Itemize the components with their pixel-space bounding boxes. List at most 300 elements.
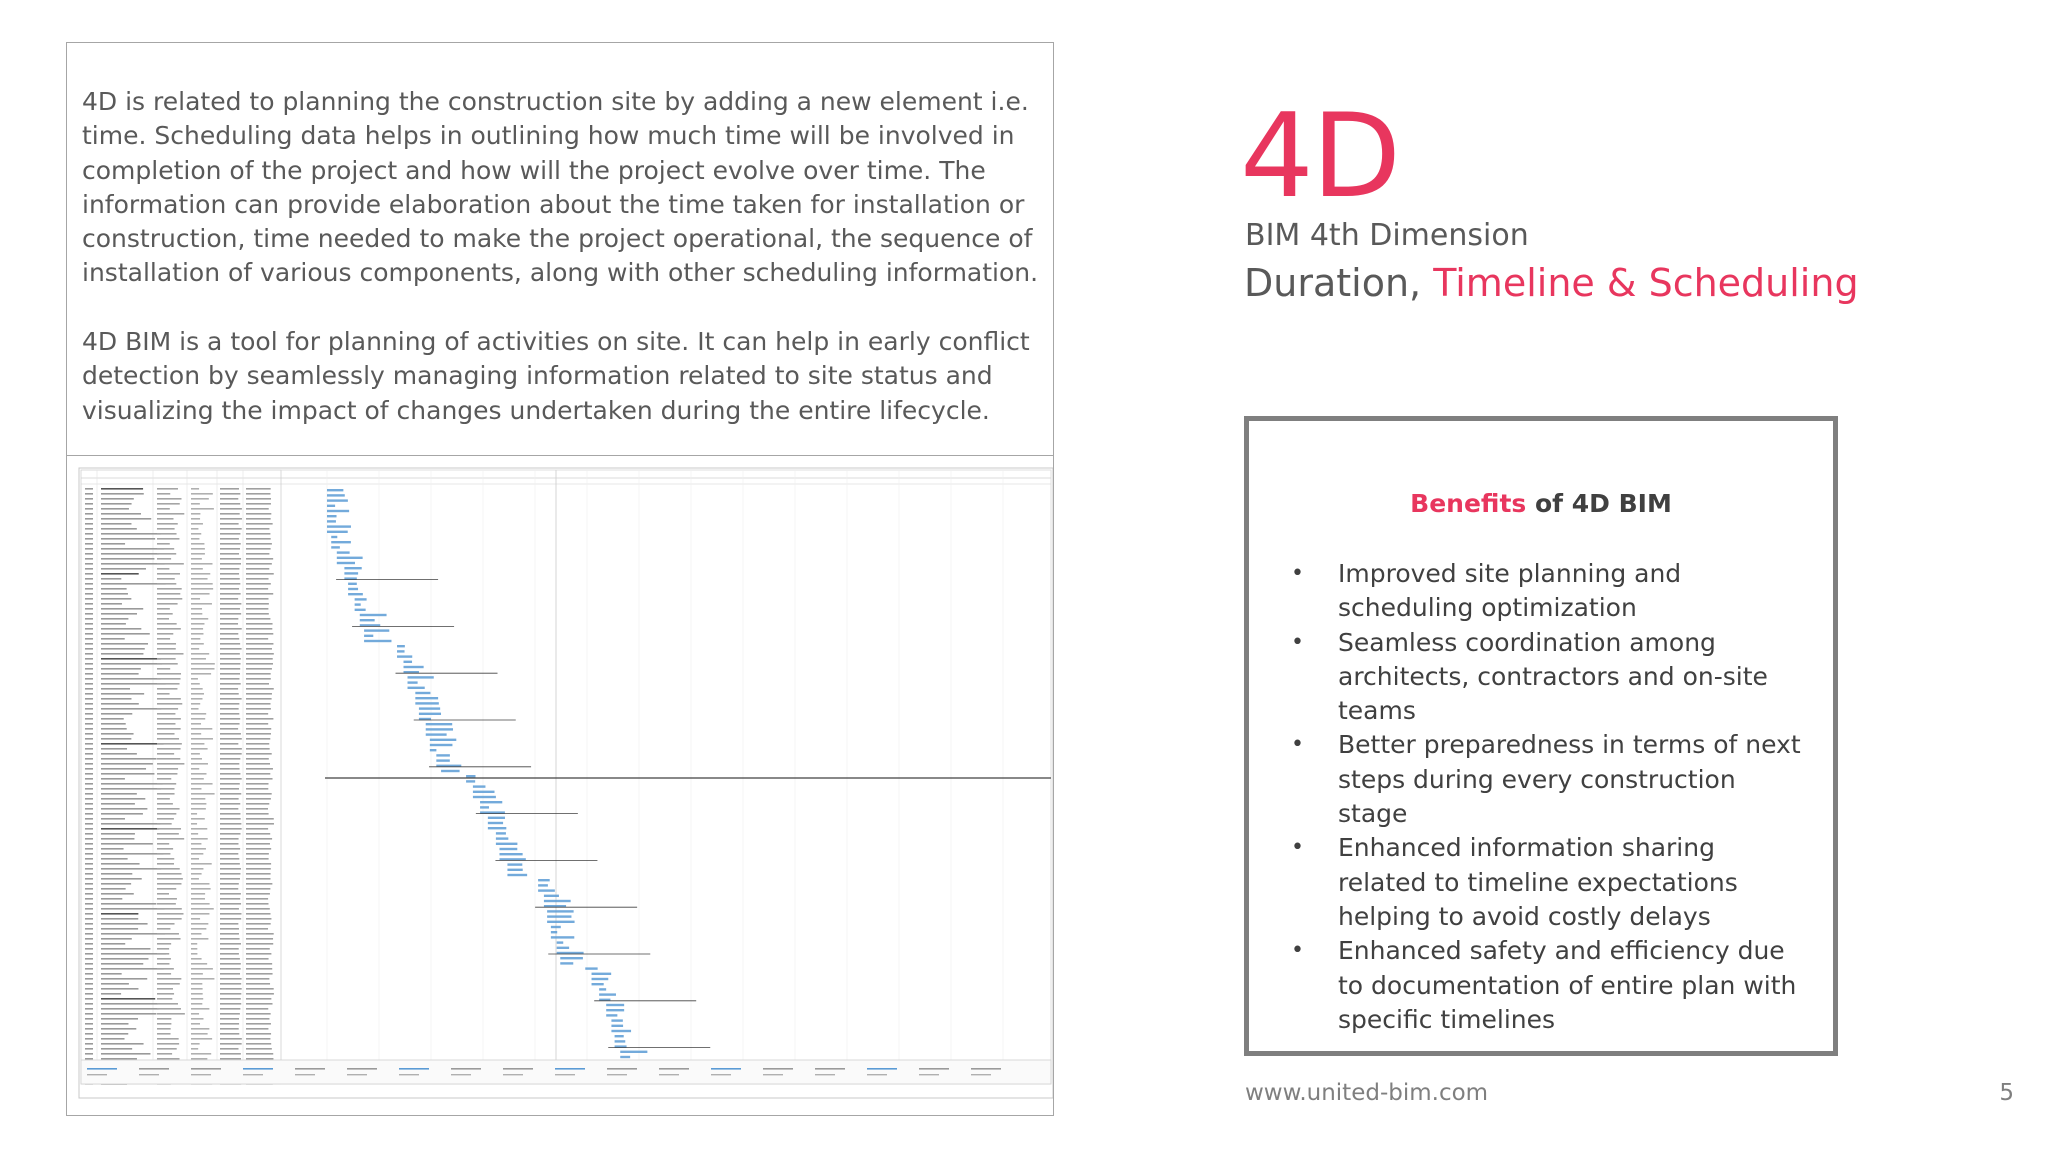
gantt-row-text <box>101 488 143 490</box>
gantt-row-text <box>101 508 129 510</box>
gantt-row-text <box>157 853 170 855</box>
gantt-row-text <box>220 553 239 555</box>
gantt-row-text <box>157 1058 180 1060</box>
gantt-task-bar <box>560 962 573 964</box>
gantt-row-text <box>191 728 212 730</box>
gantt-row-text <box>101 588 127 590</box>
gantt-task-bar <box>348 593 363 595</box>
gantt-task-bar <box>337 562 355 564</box>
gantt-row-text <box>220 783 240 785</box>
gantt-row-text <box>220 638 239 640</box>
gantt-row-text <box>157 738 179 740</box>
gantt-legend-item <box>243 1068 273 1070</box>
gantt-row-text <box>157 948 169 950</box>
gantt-row-text <box>85 578 93 580</box>
gantt-legend-item <box>867 1074 887 1075</box>
gantt-task-bar <box>404 661 413 663</box>
gantt-row-text <box>101 538 155 540</box>
gantt-row-text <box>191 738 213 740</box>
gantt-row-text <box>101 878 142 880</box>
gantt-row-text <box>85 798 93 800</box>
gantt-legend <box>81 1060 1051 1084</box>
gantt-row-text <box>191 503 200 505</box>
gantt-row-text <box>101 958 148 960</box>
gantt-row-text <box>220 558 241 560</box>
gantt-row-text <box>101 643 148 645</box>
gantt-row-text <box>191 898 205 900</box>
gantt-row-text <box>246 658 273 660</box>
gantt-row-text <box>157 508 170 510</box>
gantt-row-text <box>101 913 138 915</box>
gantt-row-text <box>85 888 93 890</box>
gantt-row-text <box>101 823 160 825</box>
gantt-row-text <box>157 613 173 615</box>
gantt-row-text <box>246 733 271 735</box>
gantt-row-text <box>191 598 200 600</box>
gantt-row-text <box>220 858 239 860</box>
gantt-row-text <box>85 693 93 695</box>
gantt-task-bar <box>496 837 508 839</box>
gantt-row-text <box>101 938 132 940</box>
gantt-row-text <box>85 973 93 975</box>
gantt-row-text <box>246 688 274 690</box>
gantt-row-text <box>101 908 164 910</box>
gantt-task-table <box>81 470 281 1084</box>
gantt-row-text <box>85 903 93 905</box>
gantt-row-text <box>220 1028 239 1030</box>
gantt-row-text <box>101 983 129 985</box>
gantt-task-bar <box>426 733 447 735</box>
gantt-row-text <box>157 638 170 640</box>
gantt-row-text <box>220 933 239 935</box>
gantt-task-bar <box>331 541 351 543</box>
gantt-row-text <box>191 993 203 995</box>
gantt-row-text <box>157 488 178 490</box>
gantt-row-text <box>191 1008 209 1010</box>
gantt-row-text <box>191 883 209 885</box>
gantt-row-text <box>85 1043 93 1045</box>
gantt-row-text <box>220 1023 239 1025</box>
gantt-row-text <box>101 1058 137 1060</box>
gantt-row-text <box>85 1033 93 1035</box>
gantt-row-text <box>246 933 274 935</box>
gantt-row-text <box>157 913 183 915</box>
gantt-row-text <box>85 688 93 690</box>
gantt-row-text <box>101 948 150 950</box>
benefit-item: • Enhanced information sharing related to timeline expectations helping to avoid costly delays <box>1291 833 1738 931</box>
gantt-row-text <box>85 943 93 945</box>
gantt-row-text <box>246 948 270 950</box>
gantt-row-text <box>157 898 177 900</box>
gantt-row-text <box>157 748 181 750</box>
gantt-row-text <box>220 923 238 925</box>
gantt-row-text <box>220 508 242 510</box>
gantt-row-text <box>246 738 270 740</box>
gantt-row-text <box>85 893 93 895</box>
gantt-row-text <box>85 778 93 780</box>
gantt-row-text <box>220 823 241 825</box>
gantt-row-text <box>220 578 240 580</box>
gantt-legend-item <box>867 1068 897 1070</box>
gantt-row-text <box>85 1028 93 1030</box>
gantt-row-text <box>157 683 180 685</box>
gantt-row-text <box>85 1058 93 1060</box>
gantt-task-bar <box>337 551 350 553</box>
gantt-row-text <box>191 1003 202 1005</box>
gantt-row-text <box>85 978 93 980</box>
gantt-row-text <box>246 818 274 820</box>
gantt-row-text <box>157 988 173 990</box>
gantt-row-text <box>220 758 240 760</box>
gantt-row-text <box>101 558 154 560</box>
gantt-row-text <box>191 1048 198 1050</box>
gantt-row-text <box>85 618 93 620</box>
gantt-task-bar <box>507 874 527 876</box>
gantt-row-text <box>157 993 174 995</box>
gantt-legend-item <box>399 1074 419 1075</box>
gantt-row-text <box>85 853 93 855</box>
gantt-row-text <box>85 938 93 940</box>
gantt-row-text <box>85 808 93 810</box>
gantt-row-text <box>246 813 269 815</box>
gantt-row-text <box>101 818 125 820</box>
gantt-row-text <box>101 808 147 810</box>
gantt-row-text <box>191 673 211 675</box>
gantt-row-text <box>157 603 178 605</box>
gantt-row-text <box>101 648 145 650</box>
gantt-row-text <box>220 763 239 765</box>
gantt-legend-item <box>191 1068 221 1070</box>
gantt-row-text <box>220 653 240 655</box>
gantt-row-text <box>157 648 176 650</box>
gantt-row-text <box>191 903 210 905</box>
gantt-row-text <box>157 933 179 935</box>
gantt-task-bar <box>473 791 495 793</box>
gantt-row-text <box>157 583 176 585</box>
gantt-row-text <box>191 488 199 490</box>
gantt-legend-item <box>87 1068 117 1070</box>
gantt-row-text <box>101 768 146 770</box>
gantt-row-text <box>191 828 207 830</box>
gantt-row-text <box>246 603 269 605</box>
gantt-task-bar <box>592 983 604 985</box>
gantt-row-text <box>246 693 272 695</box>
bullet-icon: • <box>1291 835 1304 861</box>
benefit-item: • Seamless coordination among architects, contractors and on-site teams <box>1291 627 1768 726</box>
gantt-row-text <box>220 898 240 900</box>
gantt-row-text <box>85 698 93 700</box>
gantt-row-text <box>220 843 238 845</box>
gantt-row-text <box>191 853 203 855</box>
gantt-row-text <box>101 998 155 1000</box>
gantt-row-text <box>220 928 239 930</box>
bullet-icon: • <box>1291 629 1304 655</box>
gantt-row-text <box>246 593 273 595</box>
gantt-row-text <box>191 548 205 550</box>
gantt-row-text <box>85 753 93 755</box>
gantt-row-text <box>157 678 181 680</box>
gantt-row-text <box>191 863 212 865</box>
gantt-row-text <box>220 978 242 980</box>
gantt-row-text <box>220 873 240 875</box>
gantt-row-text <box>85 963 93 965</box>
gantt-task-bar <box>592 973 612 975</box>
gantt-row-text <box>246 1003 273 1005</box>
gantt-row-text <box>85 603 93 605</box>
gantt-row-text <box>101 653 143 655</box>
gantt-row-text <box>85 953 93 955</box>
gantt-row-text <box>191 603 212 605</box>
gantt-row-text <box>157 963 169 965</box>
gantt-row-text <box>246 823 274 825</box>
gantt-row-text <box>101 613 137 615</box>
tagline-accent: Timeline & Scheduling <box>1433 261 1859 305</box>
gantt-row-text <box>101 848 124 850</box>
gantt-row-text <box>246 548 271 550</box>
gantt-task-bar <box>547 921 574 923</box>
gantt-row-text <box>246 698 272 700</box>
gantt-legend-item <box>295 1068 325 1070</box>
gantt-row-text <box>85 1038 93 1040</box>
gantt-row-text <box>157 558 171 560</box>
gantt-row-text <box>220 1013 240 1015</box>
gantt-row-text <box>220 863 240 865</box>
gantt-task-bar <box>544 900 571 902</box>
gantt-row-text <box>85 823 93 825</box>
gantt-row-text <box>246 628 272 630</box>
gantt-row-text <box>191 718 205 720</box>
gantt-row-text <box>246 538 271 540</box>
gantt-task-bar <box>327 520 336 522</box>
gantt-row-text <box>101 993 121 995</box>
gantt-row-text <box>157 823 172 825</box>
gantt-row-text <box>191 813 197 815</box>
gantt-legend-item <box>503 1068 533 1070</box>
gantt-row-text <box>220 993 241 995</box>
gantt-task-bar <box>538 884 548 886</box>
gantt-row-text <box>85 563 93 565</box>
gantt-row-text <box>191 758 202 760</box>
gantt-row-text <box>157 608 170 610</box>
gantt-row-text <box>157 1033 171 1035</box>
gantt-row-text <box>246 543 272 545</box>
gantt-task-bar <box>606 1009 624 1011</box>
gantt-row-text <box>101 968 164 970</box>
gantt-task-bar <box>355 603 361 605</box>
gantt-row-text <box>85 1053 93 1055</box>
gantt-row-text <box>101 523 131 525</box>
gantt-row-text <box>191 938 208 940</box>
gantt-row-text <box>246 653 274 655</box>
gantt-row-text <box>85 773 93 775</box>
gantt-row-text <box>157 808 180 810</box>
gantt-row-text <box>246 713 268 715</box>
gantt-row-text <box>191 578 208 580</box>
gantt-row-text <box>246 563 272 565</box>
gantt-task-bar <box>419 713 441 715</box>
gantt-row-text <box>85 1003 93 1005</box>
gantt-row-text <box>220 793 241 795</box>
gantt-legend-item <box>607 1068 637 1070</box>
gantt-row-text <box>157 1038 179 1040</box>
benefits-title-rest: of 4D BIM <box>1526 489 1672 518</box>
gantt-row-text <box>246 963 272 965</box>
gantt-task-bar <box>551 926 561 928</box>
gantt-legend-item <box>191 1074 211 1075</box>
gantt-row-text <box>220 1008 240 1010</box>
gantt-task-bar <box>507 863 522 865</box>
gantt-task-bar <box>585 967 597 969</box>
gantt-task-bar <box>331 546 340 548</box>
gantt-row-text <box>191 583 213 585</box>
gantt-row-text <box>246 533 270 535</box>
footer-url[interactable]: www.united-bim.com <box>1245 1080 1489 1106</box>
gantt-row-text <box>220 788 239 790</box>
gantt-row-text <box>220 798 239 800</box>
gantt-row-text <box>220 743 238 745</box>
gantt-row-text <box>157 883 181 885</box>
gantt-row-text <box>246 928 268 930</box>
gantt-task-bar <box>426 728 453 730</box>
gantt-row-text <box>157 783 176 785</box>
gantt-row-text <box>157 588 182 590</box>
gantt-row-text <box>85 993 93 995</box>
gantt-row-text <box>157 543 170 545</box>
gantt-row-text <box>157 498 182 500</box>
gantt-row-text <box>191 868 203 870</box>
gantt-row-text <box>246 573 274 575</box>
gantt-row-text <box>220 533 240 535</box>
bullet-icon: • <box>1291 938 1304 964</box>
gantt-row-text <box>220 953 239 955</box>
gantt-row-text <box>220 833 241 835</box>
gantt-row-text <box>191 928 206 930</box>
gantt-row-text <box>191 623 204 625</box>
gantt-row-text <box>157 1048 177 1050</box>
gantt-row-text <box>191 1028 209 1030</box>
gantt-row-text <box>191 1013 199 1015</box>
gantt-row-text <box>191 638 200 640</box>
gantt-row-text <box>220 778 242 780</box>
gantt-row-text <box>191 848 206 850</box>
gantt-task-bar <box>344 567 361 569</box>
gantt-row-text <box>191 798 205 800</box>
gantt-row-text <box>157 953 169 955</box>
gantt-row-text <box>157 773 177 775</box>
gantt-task-bar <box>430 739 456 741</box>
gantt-row-text <box>101 833 135 835</box>
gantt-row-text <box>101 638 125 640</box>
gantt-row-text <box>85 948 93 950</box>
gantt-legend-item <box>763 1074 783 1075</box>
gantt-legend-item <box>555 1068 585 1070</box>
gantt-task-bar <box>426 723 452 725</box>
gantt-row-text <box>246 898 268 900</box>
gantt-row-text <box>246 518 271 520</box>
gantt-task-bar <box>327 494 345 496</box>
gantt-row-text <box>157 673 181 675</box>
gantt-row-text <box>246 793 272 795</box>
gantt-row-text <box>246 893 270 895</box>
gantt-task-bar <box>364 635 373 637</box>
gantt-row-text <box>101 928 138 930</box>
gantt-row-text <box>157 688 177 690</box>
gantt-row-text <box>246 598 268 600</box>
gantt-row-text <box>246 508 269 510</box>
gantt-row-text <box>101 758 157 760</box>
gantt-row-text <box>85 678 93 680</box>
gantt-row-text <box>101 568 146 570</box>
gantt-row-text <box>191 808 206 810</box>
gantt-row-text <box>85 513 93 515</box>
gantt-row-text <box>85 508 93 510</box>
gantt-row-text <box>246 1043 271 1045</box>
gantt-row-text <box>85 988 93 990</box>
gantt-legend-item <box>971 1068 1001 1070</box>
gantt-row-text <box>220 828 242 830</box>
gantt-row-text <box>85 588 93 590</box>
gantt-row-text <box>220 893 241 895</box>
gantt-row-text <box>157 743 182 745</box>
gantt-row-text <box>157 548 174 550</box>
gantt-row-text <box>101 658 161 660</box>
gantt-row-text <box>220 738 242 740</box>
gantt-row-text <box>191 668 215 670</box>
gantt-row-text <box>246 638 268 640</box>
gantt-row-text <box>157 493 170 495</box>
gantt-row-text <box>157 503 180 505</box>
gantt-row-text <box>191 593 210 595</box>
gantt-legend-item <box>711 1074 731 1075</box>
gantt-row-text <box>220 1058 241 1060</box>
gantt-row-text <box>246 623 273 625</box>
gantt-row-text <box>157 833 179 835</box>
gantt-task-bar <box>551 936 574 938</box>
gantt-task-bar <box>327 505 335 507</box>
gantt-row-text <box>191 1038 212 1040</box>
gantt-row-text <box>246 853 269 855</box>
gantt-row-text <box>220 728 238 730</box>
gantt-row-text <box>220 583 240 585</box>
gantt-row-text <box>101 518 151 520</box>
gantt-task-bar <box>408 687 425 689</box>
gantt-row-text <box>157 668 170 670</box>
gantt-row-text <box>157 893 169 895</box>
gantt-row-text <box>85 743 93 745</box>
gantt-row-text <box>101 1003 158 1005</box>
gantt-row-text <box>157 658 176 660</box>
gantt-row-text <box>85 828 93 830</box>
gantt-row-text <box>220 698 242 700</box>
gantt-task-bar <box>436 754 450 756</box>
gantt-chart-image <box>66 456 1054 1116</box>
gantt-row-text <box>101 753 137 755</box>
gantt-row-text <box>101 543 125 545</box>
gantt-legend-item <box>971 1074 991 1075</box>
gantt-row-text <box>220 563 241 565</box>
gantt-row-text <box>85 658 93 660</box>
gantt-row-text <box>191 1018 203 1020</box>
gantt-row-text <box>246 908 270 910</box>
gantt-row-text <box>191 783 213 785</box>
gantt-row-text <box>85 613 93 615</box>
gantt-row-text <box>246 923 271 925</box>
gantt-row-text <box>157 538 179 540</box>
benefit-item: • Improved site planning and scheduling optimization <box>1291 559 1682 623</box>
tagline <box>1244 258 1859 308</box>
gantt-row-text <box>101 1023 128 1025</box>
gantt-row-text <box>191 843 201 845</box>
